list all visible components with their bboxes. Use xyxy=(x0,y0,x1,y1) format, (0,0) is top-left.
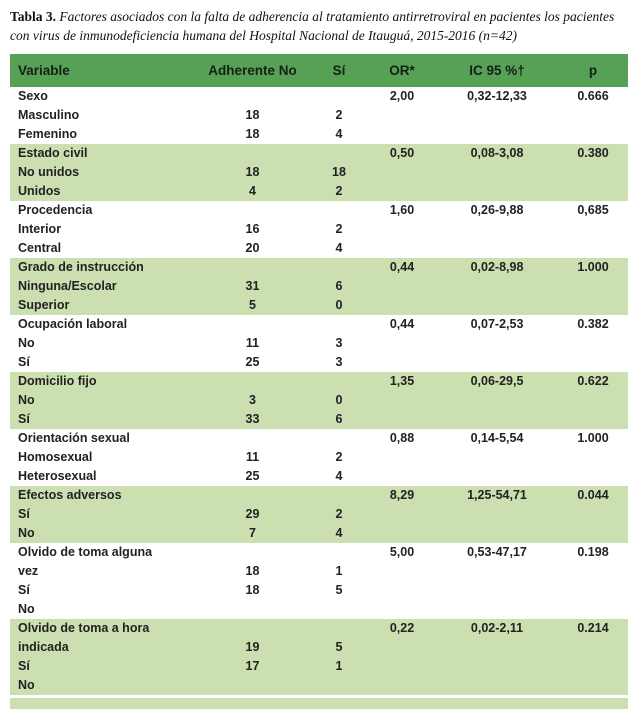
cell-si: 6 xyxy=(310,277,368,296)
cell-or: 0,22 xyxy=(368,619,436,638)
table-body xyxy=(10,87,628,695)
cell-variable: Sexo xyxy=(10,87,195,106)
cell-or xyxy=(368,391,436,410)
cell-si xyxy=(310,429,368,448)
cell-p: 0.380 xyxy=(558,144,628,163)
cell-or xyxy=(368,638,436,657)
cell-or: 1,35 xyxy=(368,372,436,391)
cell-ic xyxy=(436,239,558,258)
table-row xyxy=(10,182,628,201)
cell-ic: 0,08-3,08 xyxy=(436,144,558,163)
cell-no xyxy=(195,144,310,163)
cell-p xyxy=(558,334,628,353)
table-caption xyxy=(10,8,628,46)
cell-si: 2 xyxy=(310,448,368,467)
cell-ic xyxy=(436,600,558,619)
cell-variable: No xyxy=(10,676,195,695)
cell-ic xyxy=(436,676,558,695)
cell-variable: Ocupación laboral xyxy=(10,315,195,334)
cell-si: 18 xyxy=(310,163,368,182)
cell-si: 0 xyxy=(310,296,368,315)
cell-or xyxy=(368,676,436,695)
table-row xyxy=(10,296,628,315)
cell-si: 2 xyxy=(310,220,368,239)
cell-si xyxy=(310,543,368,562)
cell-ic xyxy=(436,467,558,486)
cell-si: 2 xyxy=(310,182,368,201)
table-row xyxy=(10,657,628,676)
cell-si: 4 xyxy=(310,524,368,543)
cell-p xyxy=(558,448,628,467)
cell-p xyxy=(558,220,628,239)
cell-si: 1 xyxy=(310,562,368,581)
cell-ic: 1,25-54,71 xyxy=(436,486,558,505)
cell-or xyxy=(368,163,436,182)
cell-p: 0.666 xyxy=(558,87,628,106)
cell-no: 11 xyxy=(195,334,310,353)
header-si: Sí xyxy=(310,54,368,87)
cell-variable: No xyxy=(10,524,195,543)
table-row xyxy=(10,676,628,695)
cell-p xyxy=(558,296,628,315)
cell-ic: 0,02-2,11 xyxy=(436,619,558,638)
cell-variable: Masculino xyxy=(10,106,195,125)
cell-no: 25 xyxy=(195,467,310,486)
cell-ic xyxy=(436,334,558,353)
cell-variable: Homosexual xyxy=(10,448,195,467)
cell-si: 5 xyxy=(310,638,368,657)
cell-or xyxy=(368,524,436,543)
cell-p xyxy=(558,562,628,581)
table-row xyxy=(10,372,628,391)
table-row xyxy=(10,239,628,258)
table-row xyxy=(10,125,628,144)
cell-no xyxy=(195,372,310,391)
cell-no: 11 xyxy=(195,448,310,467)
cell-no: 17 xyxy=(195,657,310,676)
cell-variable: Central xyxy=(10,239,195,258)
table-row xyxy=(10,220,628,239)
header-variable: Variable xyxy=(10,54,195,87)
cell-p: 0.382 xyxy=(558,315,628,334)
header-ic95: IC 95 %† xyxy=(436,54,558,87)
cell-no: 18 xyxy=(195,106,310,125)
cell-ic: 0,26-9,88 xyxy=(436,201,558,220)
cell-si: 4 xyxy=(310,239,368,258)
cell-variable: Olvido de toma alguna xyxy=(10,543,195,562)
cell-or xyxy=(368,334,436,353)
table-header xyxy=(10,54,628,87)
cell-no: 18 xyxy=(195,163,310,182)
table-row xyxy=(10,467,628,486)
table-row xyxy=(10,87,628,106)
cell-variable: Sí xyxy=(10,410,195,429)
cell-no xyxy=(195,676,310,695)
cell-p xyxy=(558,676,628,695)
cell-p xyxy=(558,239,628,258)
cell-si xyxy=(310,201,368,220)
cell-ic xyxy=(436,448,558,467)
cell-or: 5,00 xyxy=(368,543,436,562)
cell-variable: indicada xyxy=(10,638,195,657)
table-row xyxy=(10,277,628,296)
cell-p: 0.622 xyxy=(558,372,628,391)
cell-variable: vez xyxy=(10,562,195,581)
cell-no: 18 xyxy=(195,562,310,581)
cell-variable: Olvido de toma a hora xyxy=(10,619,195,638)
cell-p: 1.000 xyxy=(558,258,628,277)
cell-ic: 0,06-29,5 xyxy=(436,372,558,391)
cell-ic xyxy=(436,638,558,657)
cell-variable: Superior xyxy=(10,296,195,315)
cell-no: 33 xyxy=(195,410,310,429)
cell-or xyxy=(368,657,436,676)
cell-or: 0,44 xyxy=(368,315,436,334)
cell-p xyxy=(558,638,628,657)
cell-no: 3 xyxy=(195,391,310,410)
cell-or: 1,60 xyxy=(368,201,436,220)
table-row xyxy=(10,448,628,467)
cell-variable: Interior xyxy=(10,220,195,239)
cell-or xyxy=(368,562,436,581)
cell-ic xyxy=(436,277,558,296)
cell-variable: Sí xyxy=(10,353,195,372)
cell-no xyxy=(195,600,310,619)
cell-p: 0,685 xyxy=(558,201,628,220)
table-row xyxy=(10,581,628,600)
cell-p xyxy=(558,163,628,182)
cell-ic: 0,32-12,33 xyxy=(436,87,558,106)
cell-no: 29 xyxy=(195,505,310,524)
cell-si xyxy=(310,619,368,638)
table-row xyxy=(10,106,628,125)
cell-ic: 0,07-2,53 xyxy=(436,315,558,334)
cell-variable: Ninguna/Escolar xyxy=(10,277,195,296)
cell-variable: Femenino xyxy=(10,125,195,144)
cell-variable: No xyxy=(10,391,195,410)
cell-p: 0.044 xyxy=(558,486,628,505)
cell-or xyxy=(368,182,436,201)
cell-p: 1.000 xyxy=(558,429,628,448)
table-row xyxy=(10,543,628,562)
cell-ic: 0,14-5,54 xyxy=(436,429,558,448)
table-row xyxy=(10,486,628,505)
cell-si: 4 xyxy=(310,125,368,144)
cell-variable: Unidos xyxy=(10,182,195,201)
cell-variable: Sí xyxy=(10,505,195,524)
table-row xyxy=(10,638,628,657)
cell-si xyxy=(310,144,368,163)
cell-or xyxy=(368,220,436,239)
cell-ic: 0,53-47,17 xyxy=(436,543,558,562)
cell-or xyxy=(368,125,436,144)
cell-or: 2,00 xyxy=(368,87,436,106)
cell-si: 4 xyxy=(310,467,368,486)
table-row xyxy=(10,505,628,524)
cell-no xyxy=(195,429,310,448)
table-caption-text: Factores asociados con la falta de adherencia al tratamiento antirretroviral en pacientes los pacientes con virus de inmunodeficiencia humana del Hospital Nacional de Itauguá, 2015-2016 (n=42) xyxy=(10,9,615,43)
table-row xyxy=(10,619,628,638)
cell-ic xyxy=(436,391,558,410)
table-caption-label: Tabla 3. xyxy=(10,9,57,24)
cell-ic xyxy=(436,296,558,315)
cell-variable: Efectos adversos xyxy=(10,486,195,505)
cell-or: 8,29 xyxy=(368,486,436,505)
cell-or xyxy=(368,239,436,258)
cell-or xyxy=(368,410,436,429)
cell-p xyxy=(558,410,628,429)
cell-or: 0,44 xyxy=(368,258,436,277)
cell-or xyxy=(368,296,436,315)
cell-ic xyxy=(436,410,558,429)
cell-si: 6 xyxy=(310,410,368,429)
table-row xyxy=(10,334,628,353)
cell-variable: Sí xyxy=(10,657,195,676)
cell-ic xyxy=(436,220,558,239)
header-adherente-no: Adherente No xyxy=(195,54,310,87)
cell-or xyxy=(368,467,436,486)
cell-si xyxy=(310,315,368,334)
table-row xyxy=(10,353,628,372)
cell-no xyxy=(195,619,310,638)
cell-variable: Heterosexual xyxy=(10,467,195,486)
cell-si: 3 xyxy=(310,353,368,372)
cell-no: 20 xyxy=(195,239,310,258)
cell-or xyxy=(368,600,436,619)
cell-ic xyxy=(436,106,558,125)
cell-p: 0.214 xyxy=(558,619,628,638)
cell-or: 0,50 xyxy=(368,144,436,163)
table-row xyxy=(10,258,628,277)
cell-variable: Domicilio fijo xyxy=(10,372,195,391)
cell-no: 31 xyxy=(195,277,310,296)
cell-p xyxy=(558,505,628,524)
cell-p xyxy=(558,467,628,486)
cell-no: 5 xyxy=(195,296,310,315)
cell-no xyxy=(195,201,310,220)
table-row xyxy=(10,391,628,410)
cell-variable: Estado civil xyxy=(10,144,195,163)
table-row xyxy=(10,144,628,163)
cell-or xyxy=(368,277,436,296)
cell-si: 2 xyxy=(310,505,368,524)
cell-or xyxy=(368,448,436,467)
cell-si: 5 xyxy=(310,581,368,600)
table-row xyxy=(10,410,628,429)
header-p: p xyxy=(558,54,628,87)
truncated-next-row xyxy=(10,698,628,709)
cell-or xyxy=(368,106,436,125)
cell-variable: No xyxy=(10,600,195,619)
cell-p xyxy=(558,125,628,144)
cell-ic xyxy=(436,163,558,182)
cell-si: 0 xyxy=(310,391,368,410)
table-row xyxy=(10,315,628,334)
cell-ic xyxy=(436,581,558,600)
cell-ic xyxy=(436,562,558,581)
results-table xyxy=(10,54,628,695)
table-row xyxy=(10,562,628,581)
table-row xyxy=(10,201,628,220)
cell-variable: Orientación sexual xyxy=(10,429,195,448)
cell-or xyxy=(368,581,436,600)
cell-or xyxy=(368,505,436,524)
table-row xyxy=(10,163,628,182)
cell-p: 0.198 xyxy=(558,543,628,562)
cell-si: 1 xyxy=(310,657,368,676)
cell-no: 19 xyxy=(195,638,310,657)
cell-p xyxy=(558,353,628,372)
header-or: OR* xyxy=(368,54,436,87)
cell-p xyxy=(558,106,628,125)
cell-si: 3 xyxy=(310,334,368,353)
cell-ic: 0,02-8,98 xyxy=(436,258,558,277)
cell-ic xyxy=(436,524,558,543)
cell-no xyxy=(195,315,310,334)
cell-p xyxy=(558,391,628,410)
cell-no xyxy=(195,543,310,562)
cell-si xyxy=(310,372,368,391)
cell-si xyxy=(310,87,368,106)
cell-si xyxy=(310,486,368,505)
cell-no: 7 xyxy=(195,524,310,543)
cell-no: 25 xyxy=(195,353,310,372)
cell-si: 2 xyxy=(310,106,368,125)
cell-p xyxy=(558,524,628,543)
cell-no: 18 xyxy=(195,125,310,144)
cell-variable: Sí xyxy=(10,581,195,600)
cell-no xyxy=(195,486,310,505)
cell-no: 4 xyxy=(195,182,310,201)
table-row xyxy=(10,429,628,448)
cell-variable: No unidos xyxy=(10,163,195,182)
cell-ic xyxy=(436,657,558,676)
cell-no: 18 xyxy=(195,581,310,600)
cell-ic xyxy=(436,353,558,372)
cell-p xyxy=(558,600,628,619)
cell-p xyxy=(558,581,628,600)
cell-or xyxy=(368,353,436,372)
cell-p xyxy=(558,657,628,676)
cell-si xyxy=(310,600,368,619)
cell-p xyxy=(558,182,628,201)
cell-no: 16 xyxy=(195,220,310,239)
cell-no xyxy=(195,87,310,106)
table-header-row xyxy=(10,54,628,87)
cell-si xyxy=(310,676,368,695)
cell-variable: Procedencia xyxy=(10,201,195,220)
cell-ic xyxy=(436,125,558,144)
cell-variable: No xyxy=(10,334,195,353)
cell-ic xyxy=(436,505,558,524)
table-row xyxy=(10,524,628,543)
cell-p xyxy=(558,277,628,296)
cell-si xyxy=(310,258,368,277)
cell-no xyxy=(195,258,310,277)
cell-or: 0,88 xyxy=(368,429,436,448)
cell-variable: Grado de instrucción xyxy=(10,258,195,277)
cell-ic xyxy=(436,182,558,201)
table-row xyxy=(10,600,628,619)
